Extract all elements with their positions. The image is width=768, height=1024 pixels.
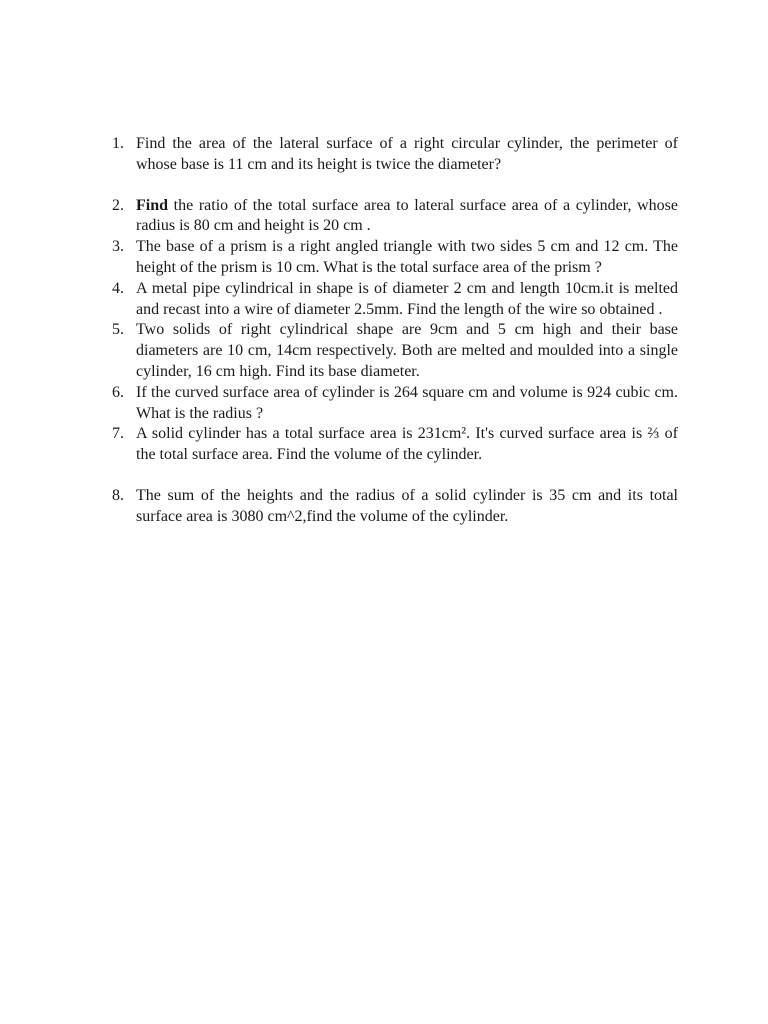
question-7 [112,424,678,466]
question-4 [112,279,678,321]
question-number: 4. [112,279,124,297]
question-6 [112,383,678,425]
question-number: 8. [112,486,124,504]
question-number: 5. [112,321,124,339]
question-2 [112,196,678,238]
question-text: A solid cylinder has a total surface area is 231cm². It's curved surface area is ⅔ of the total surface area. Find the volume of the cylinder. [136,425,678,464]
question-text: The base of a prism is a right angled triangle with two sides 5 cm and 12 cm. The height of the prism is 10 cm. What is the total surface area of the prism ? [136,238,678,276]
question-number: 2. [112,196,124,214]
question-text: Find the area of the lateral surface of a right circular cylinder, the perimeter of whose base is 11 cm and its height is twice the diameter? [136,135,678,173]
question-lead-word: Find [136,196,169,214]
question-list [112,134,678,528]
question-number: 7. [112,425,124,443]
question-number: 6. [112,383,124,401]
question-1 [112,134,678,176]
question-3 [112,237,678,279]
question-text: The sum of the heights and the radius of a solid cylinder is 35 cm and its total surface area is 3080 cm^2,find the volume of the cylinder. [136,486,678,525]
question-5 [112,320,678,382]
question-text-wrapper [136,196,678,238]
question-8 [112,486,678,528]
question-text: If the curved surface area of cylinder is 264 square cm and volume is 924 cubic cm. What is the radius ? [136,383,678,422]
question-text: Two solids of right cylindrical shape are 9cm and 5 cm high and their base diameters are 10 cm, 14cm respectively. Both are melted and moulded into a single cylinder, 16 cm high. Find its base diameter. [136,321,678,380]
question-number: 1. [112,135,124,152]
question-text: the ratio of the total surface area to lateral surface area of a cylinder, whose radius is 80 cm and height is 20 cm . [136,196,678,235]
question-number: 3. [112,238,124,256]
question-text: A metal pipe cylindrical in shape is of diameter 2 cm and length 10cm.it is melted and recast into a wire of diameter 2.5mm. Find the length of the wire so obtained . [136,279,678,318]
